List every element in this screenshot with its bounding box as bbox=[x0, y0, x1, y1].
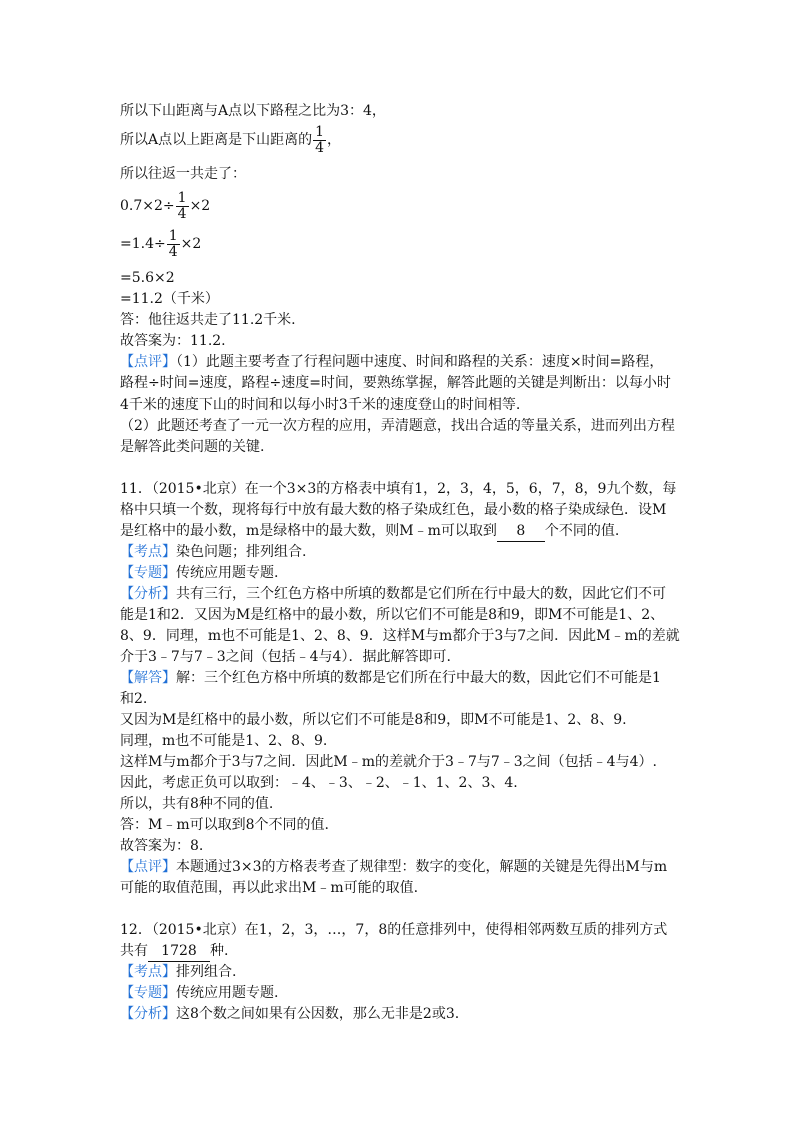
solution-text: 所以A点以上距离是下山距离的 bbox=[120, 132, 313, 148]
solution-line: 因此，考虑正负可以取到：﹣4、﹣3、﹣2、﹣1、1、2、3、4. bbox=[120, 775, 518, 791]
solution-line bbox=[120, 122, 341, 158]
analysis-line bbox=[120, 584, 666, 604]
fraction bbox=[176, 191, 189, 222]
equation-line: =5.6×2 bbox=[120, 270, 175, 286]
kaodian-text: 排列组合. bbox=[176, 964, 237, 980]
kaodian-text: 染色问题；排列组合. bbox=[176, 544, 307, 560]
comment-line bbox=[120, 352, 663, 372]
question-stem bbox=[120, 521, 619, 542]
analysis-line: 8、9．同理，m也不可能是1、2、8、9．这样M与m都介于3与7之间．因此M﹣m的差就 bbox=[120, 628, 680, 644]
solution-line: 这样M与m都介于3与7之间．因此M﹣m的差就介于3﹣7与7﹣3之间（包括﹣4与4）. bbox=[120, 754, 657, 770]
equation-line bbox=[120, 226, 201, 262]
question-stem: 格中只填一个数，现将每行中放有最大数的格子染成红色，最小数的格子染成绿色．设M bbox=[120, 502, 667, 518]
comment-tag: 【点评】 bbox=[120, 859, 176, 875]
comment-text: （1）此题主要考查了行程问题中速度、时间和路程的关系：速度×时间=路程， bbox=[176, 354, 664, 370]
analysis-line: 能是1和2．又因为M是红格中的最小数，所以它们不可能是8和9，即M不可能是1、2、 bbox=[120, 607, 665, 623]
kaodian-line bbox=[120, 542, 306, 562]
analysis-text: 这8个数之间如果有公因数，那么无非是2或3. bbox=[176, 1006, 460, 1022]
fraction bbox=[313, 125, 326, 156]
zhuanti-text: 传统应用题专题. bbox=[176, 565, 279, 581]
kaodian-line bbox=[120, 962, 236, 982]
question-text: 共有 bbox=[120, 943, 148, 959]
answer-line: 故答案为：11.2. bbox=[120, 333, 226, 349]
solution-line: 所以下山距离与A点以下路程之比为3：4， bbox=[120, 103, 386, 119]
comment-line: 是解答此类问题的关键. bbox=[120, 439, 265, 455]
solution-line: 所以往返一共走了： bbox=[120, 166, 246, 182]
question-text: 种. bbox=[210, 943, 229, 959]
question-stem bbox=[120, 941, 228, 962]
comment-line bbox=[120, 857, 667, 877]
zhuanti-text: 传统应用题专题. bbox=[176, 985, 279, 1001]
answer-line: 故答案为：8. bbox=[120, 838, 204, 854]
kaodian-tag: 【考点】 bbox=[120, 544, 176, 560]
analysis-text: 共有三行，三个红色方格中所填的数都是它们所在行中最大的数，因此它们不可 bbox=[176, 586, 666, 602]
zhuanti-line bbox=[120, 563, 278, 583]
fraction bbox=[167, 229, 180, 260]
fraction-denominator: 4 bbox=[177, 205, 187, 222]
comment-tag: 【点评】 bbox=[120, 354, 176, 370]
solution-line: 同理，m也不可能是1、2、8、9. bbox=[120, 733, 328, 749]
answer-blank: 1728 bbox=[148, 941, 210, 962]
equation-text: =1.4÷ bbox=[120, 236, 166, 252]
zhuanti-line bbox=[120, 983, 278, 1003]
answer-line: 答：他往返共走了11.2千米. bbox=[120, 312, 296, 328]
equation-line bbox=[120, 188, 210, 224]
answer-blank: 8 bbox=[497, 521, 545, 542]
answer-line: 答：M﹣m可以取到8个不同的值. bbox=[120, 817, 329, 833]
fraction-denominator: 4 bbox=[315, 139, 325, 156]
solution-line: 所以，共有8种不同的值. bbox=[120, 796, 274, 812]
analysis-line bbox=[120, 1004, 459, 1024]
kaodian-tag: 【考点】 bbox=[120, 964, 176, 980]
solution-line: 和2. bbox=[120, 691, 148, 707]
solution-line: 又因为M是红格中的最小数，所以它们不可能是8和9，即M不可能是1、2、8、9. bbox=[120, 712, 627, 728]
fraction-denominator: 4 bbox=[168, 243, 178, 260]
equation-line: =11.2（千米） bbox=[120, 291, 219, 307]
comment-line: （2）此题还考查了一元一次方程的应用，弄清题意，找出合适的等量关系，进而列出方程 bbox=[120, 418, 675, 434]
comment-text: 本题通过3×3的方格表考查了规律型：数字的变化，解题的关键是先得出M与m bbox=[176, 859, 668, 875]
comment-line: 路程÷时间=速度，路程÷速度=时间，要熟练掌握，解答此题的关键是判断出：以每小时 bbox=[120, 375, 671, 391]
equation-text: ×2 bbox=[180, 236, 202, 252]
solution-text: 解：三个红色方格中所填的数都是它们所在行中最大的数，因此它们不可能是1 bbox=[176, 670, 661, 686]
solution-line bbox=[120, 668, 661, 688]
fraction-numerator: 1 bbox=[315, 123, 325, 140]
equation-text: 0.7×2÷ bbox=[120, 198, 175, 214]
comment-line: 可能的取值范围，再以此求出M﹣m可能的取值. bbox=[120, 880, 419, 896]
fraction-numerator: 1 bbox=[177, 189, 187, 206]
solution-text: ， bbox=[327, 132, 342, 148]
zhuanti-tag: 【专题】 bbox=[120, 985, 176, 1001]
analysis-line: 介于3﹣7与7﹣3之间（包括﹣4与4）．据此解答即可. bbox=[120, 649, 451, 665]
equation-text: ×2 bbox=[189, 198, 211, 214]
question-text: 个不同的值. bbox=[544, 523, 620, 539]
analysis-tag: 【分析】 bbox=[120, 586, 176, 602]
question-stem: 11．（2015•北京）在一个3×3的方格表中填有1，2，3，4，5，6，7，8，9九个数，每 bbox=[120, 481, 677, 497]
solution-tag: 【解答】 bbox=[120, 670, 176, 686]
analysis-tag: 【分析】 bbox=[120, 1006, 176, 1022]
question-stem: 12．（2015•北京）在1，2，3，…，7，8的任意排列中，使得相邻两数互质的排列方式 bbox=[120, 922, 668, 938]
comment-line: 4千米的速度下山的时间和以每小时3千米的速度登山的时间相等. bbox=[120, 397, 521, 413]
question-text: 是红格中的最小数，m是绿格中的最大数，则M﹣m可以取到 bbox=[120, 523, 497, 539]
fraction-numerator: 1 bbox=[168, 227, 178, 244]
zhuanti-tag: 【专题】 bbox=[120, 565, 176, 581]
